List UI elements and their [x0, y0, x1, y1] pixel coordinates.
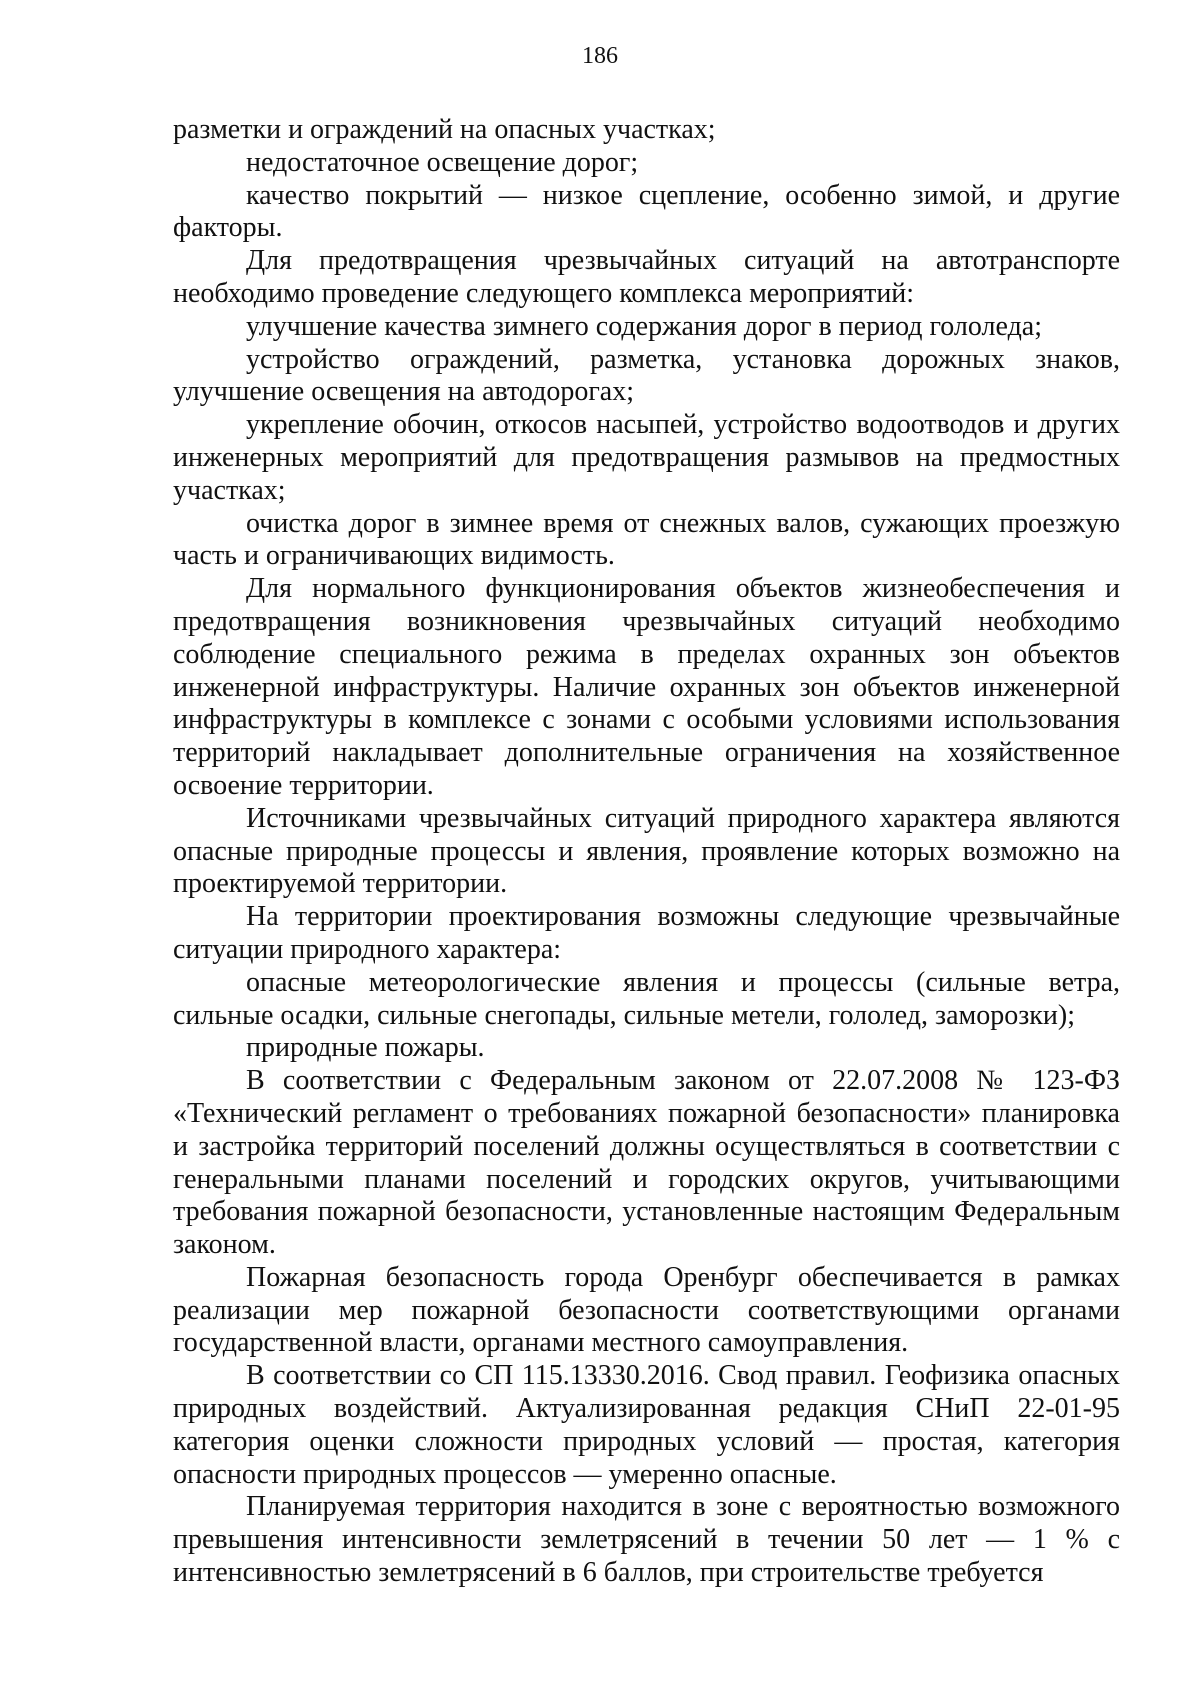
paragraph: Источниками чрезвычайных ситуаций природного характера являются опасные природные процессы и явления, проявление которых возможно на проектируемой территории.: [173, 802, 1120, 900]
paragraph: очистка дорог в зимнее время от снежных валов, сужающих проезжую часть и ограничивающих видимость.: [173, 507, 1120, 572]
paragraph: Для предотвращения чрезвычайных ситуаций на автотранспорте необходимо проведение следующего комплекса мероприятий:: [173, 245, 1120, 309]
paragraph: разметки и ограждений на опасных участках;: [173, 114, 716, 145]
paragraph: На территории проектирования возможны следующие чрезвычайные ситуации природного характера:: [173, 901, 1120, 965]
paragraph: природные пожары.: [246, 1032, 485, 1064]
paragraph: опасные метеорологические явления и процессы (сильные ветра, сильные осадки, сильные снегопады, сильные метели, гололед, заморозки);: [173, 966, 1120, 1031]
paragraph: Пожарная безопасность города Оренбург обеспечивается в рамках реализации мер пожарной безопасности соответствующими органами государственной власти, органами местного самоуправления.: [173, 1261, 1120, 1359]
body-text: [173, 114, 1120, 1590]
paragraph: В соответствии со СП 115.13330.2016. Свод правил. Геофизика опасных природных воздействий. Актуализированная редакция СНиП 22-01-95 категория оценки сложности природных условий — простая, категория опасности природных процессов — умеренно опасные.: [173, 1360, 1120, 1490]
paragraph: Для нормального функционирования объектов жизнеобеспечения и предотвращения возникновения чрезвычайных ситуаций необходимо соблюдение специального режима в пределах охранных зон объектов инженерной инфраструктуры. Наличие охранных зон объектов инженерной инфраструктуры в комплексе с зонами с особыми условиями использования территорий накладывает дополнительные ограничения на хозяйственное освоение территории.: [173, 573, 1120, 801]
page-number: 186: [582, 43, 618, 69]
paragraph: недостаточное освещение дорог;: [246, 146, 639, 178]
paragraph: Планируемая территория находится в зоне с вероятностью возможного превышения интенсивности землетрясений в течении 50 лет — 1 % с интенсивностью землетрясений в 6 баллов, при строительстве требуется: [173, 1491, 1120, 1589]
paragraph: устройство ограждений, разметка, установка дорожных знаков, улучшение освещения на автодорогах;: [173, 343, 1120, 408]
paragraph: В соответствии с Федеральным законом от 22.07.2008 № 123-ФЗ «Технический регламент о требованиях пожарной безопасности» планировка и застройка территорий поселений должны осуществляться в соответствии с генеральными планами поселений и городских округов, учитывающими требования пожарной безопасности, установленные настоящим Федеральным законом.: [173, 1065, 1120, 1261]
paragraph: улучшение качества зимнего содержания дорог в период гололеда;: [246, 310, 1043, 342]
paragraph: укрепление обочин, откосов насыпей, устройство водоотводов и других инженерных мероприятий для предотвращения размывов на предмостных участках;: [173, 409, 1120, 506]
paragraph: качество покрытий — низкое сцепление, особенно зимой, и другие факторы.: [173, 179, 1120, 244]
